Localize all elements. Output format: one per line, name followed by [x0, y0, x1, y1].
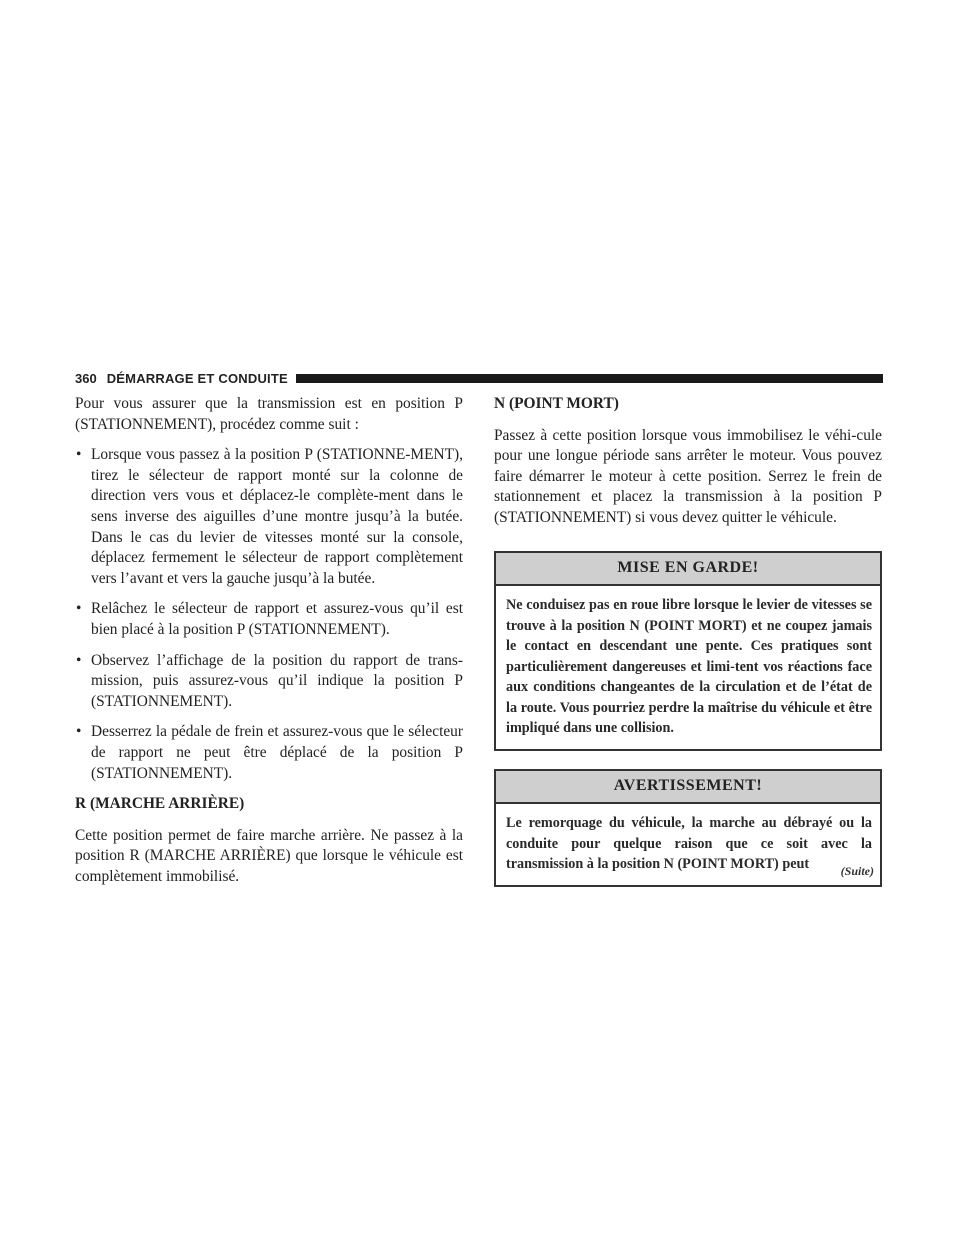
- bullet-icon: •: [76, 446, 82, 464]
- list-item: [75, 599, 463, 640]
- section-title: DÉMARRAGE ET CONDUITE: [106, 370, 288, 386]
- list-item-text: Relâchez le sélecteur de rapport et assurez-vous qu’il est bien placé à la position P (STATIONNEMENT).: [91, 600, 463, 638]
- reverse-heading: R (MARCHE ARRIÈRE): [75, 795, 245, 813]
- reverse-paragraph: Cette position permet de faire marche arrière. Ne passez à la position R (MARCHE ARRIÈRE) que lorsque le véhicule est complètement immobilisé.: [75, 826, 463, 885]
- caution-text: Ne conduisez pas en roue libre lorsque le levier de vitesses se trouve à la position N (POINT MORT) et ne coupez jamais le contact en descendant une pente. Ces pratiques sont particulièrement dangereuses et limi-tent vos réactions face aux conditions changeantes de la circulation et de l’état de la route. Vous pourriez perdre la maîtrise du véhicule et être impliqué dans une collision.: [506, 597, 872, 737]
- list-item-text: Lorsque vous passez à la position P (STATIONNE-MENT), tirez le sélecteur de rapport monté sur la colonne de direction vers vous et déplacez-le complète-ment dans le sens inverse des aiguilles d’une montre jusqu’à la butée. Dans le cas du levier de vitesses monté sur la console, déplacez fermement le sélecteur de rapport complètement vers l’avant et vers la gauche jusqu’à la butée.: [91, 446, 463, 587]
- list-item: [75, 722, 463, 784]
- caution-box: [494, 551, 882, 751]
- page-header: [75, 368, 883, 388]
- bullet-icon: •: [76, 651, 82, 669]
- procedure-list: [75, 445, 463, 784]
- right-column: [494, 394, 882, 905]
- warning-text: Le remorquage du véhicule, la marche au débrayé ou la conduite pour quelque raison que ce soit avec la transmission à la position N (POINT MORT) peut: [506, 815, 872, 873]
- neutral-heading: N (POINT MORT): [494, 395, 619, 412]
- list-item: [75, 445, 463, 589]
- intro-paragraph: Pour vous assurer que la transmission est en position P (STATIONNEMENT), procédez comme suit :: [75, 395, 463, 433]
- list-item-text: Observez l’affichage de la position du rapport de trans-mission, puis assurez-vous qu’il indique la position P (STATIONNEMENT).: [91, 651, 463, 710]
- left-column: [75, 394, 463, 897]
- neutral-paragraph: Passez à cette position lorsque vous immobilisez le véhi-cule pour une longue période sans arrêter le moteur. Vous pouvez faire démarrer le moteur à cette position. Serrez le frein de stationnement et placez la transmission à la position P (STATIONNEMENT) si vous devez quitter le véhicule.: [494, 426, 882, 526]
- warning-title: AVERTISSEMENT!: [496, 771, 880, 805]
- caution-title: MISE EN GARDE!: [496, 553, 880, 587]
- bullet-icon: •: [76, 723, 82, 741]
- page-number: 360: [75, 370, 97, 386]
- header-rule: [296, 374, 883, 383]
- list-item-text: Desserrez la pédale de frein et assurez-vous que le sélecteur de rapport ne peut être déplacé de la position P (STATIONNEMENT).: [91, 723, 463, 782]
- continued-note: (Suite): [840, 864, 874, 878]
- bullet-icon: •: [76, 600, 82, 618]
- list-item: [75, 651, 463, 713]
